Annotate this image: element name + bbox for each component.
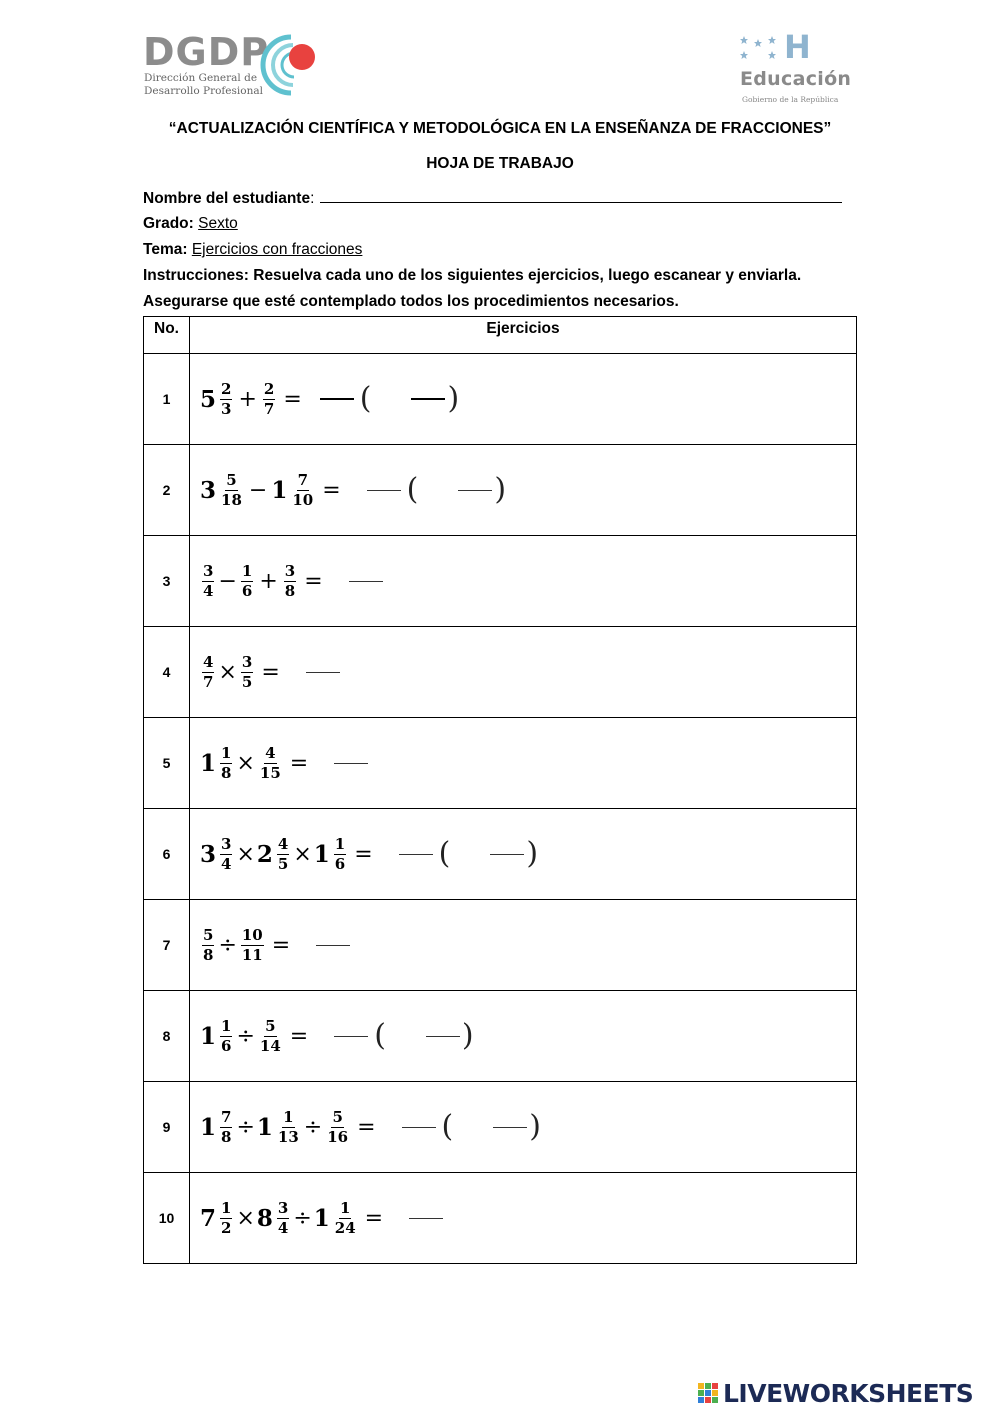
student-name-line: Nombre del estudiante: <box>143 188 863 209</box>
numerator: 1 <box>221 1016 232 1035</box>
denominator: 4 <box>221 854 232 873</box>
fraction <box>284 563 296 600</box>
denominator: 7 <box>263 399 275 418</box>
numerator: 4 <box>265 743 276 762</box>
numerator: 1 <box>334 834 346 853</box>
denominator: 8 <box>221 763 232 782</box>
topic-value: Ejercicios con fracciones <box>191 241 363 258</box>
answer-blank[interactable] <box>399 854 433 855</box>
answer-blank[interactable] <box>320 398 354 400</box>
exercise-expression <box>200 1109 543 1146</box>
grade-label: Grado: <box>143 215 194 232</box>
fraction <box>220 1109 232 1146</box>
fraction <box>220 836 232 873</box>
answer-blank[interactable] <box>411 398 445 400</box>
operator: + <box>238 386 257 412</box>
equals-sign: = <box>271 932 291 958</box>
numerator: 7 <box>297 470 308 489</box>
liveworksheets-logo <box>697 1378 973 1408</box>
operator: ÷ <box>293 1205 312 1231</box>
fraction <box>259 1018 282 1055</box>
denominator: 5 <box>277 854 289 873</box>
numerator: 3 <box>221 834 232 853</box>
close-paren: ) <box>494 472 507 507</box>
numerator: 1 <box>241 561 253 580</box>
row-number: 5 <box>144 718 190 809</box>
fraction <box>202 927 214 964</box>
close-paren: ) <box>447 381 460 416</box>
answer-blank[interactable] <box>493 1127 527 1128</box>
equals-sign: = <box>357 1114 376 1140</box>
denominator: 10 <box>292 490 314 509</box>
answer-blank[interactable] <box>334 1036 368 1037</box>
exercise-expression <box>200 654 340 691</box>
operator: × <box>236 841 255 867</box>
close-paren: ) <box>529 1109 541 1144</box>
table-row <box>144 900 857 991</box>
whole-number: 1 <box>256 1113 273 1141</box>
numerator: 5 <box>226 470 237 489</box>
row-number: 4 <box>144 627 190 718</box>
answer-blank[interactable] <box>334 763 368 764</box>
liveworksheets-brand: LIVEWORKSHEETS <box>723 1378 974 1408</box>
open-paren: ( <box>438 836 451 871</box>
close-paren: ) <box>461 1018 474 1053</box>
answer-blank[interactable] <box>316 945 350 946</box>
numerator: 4 <box>203 652 214 671</box>
denominator: 13 <box>277 1127 299 1146</box>
denominator: 7 <box>203 672 214 691</box>
fraction <box>259 745 282 782</box>
fraction <box>277 1200 289 1237</box>
denominator: 4 <box>277 1218 289 1237</box>
exercise-cell <box>190 1082 857 1173</box>
student-name-field[interactable] <box>320 188 842 203</box>
edu-h-letter: H <box>784 28 811 66</box>
equals-sign: = <box>322 477 341 503</box>
operator: × <box>218 659 237 685</box>
exercise-cell <box>190 809 857 900</box>
fraction <box>220 1200 232 1237</box>
numerator: 1 <box>283 1107 294 1126</box>
fraction <box>241 654 253 691</box>
open-paren: ( <box>406 472 419 507</box>
page-title: “ACTUALIZACIÓN CIENTÍFICA Y METODOLÓGICA EN LA ENSEÑANZA DE FRACCIONES” <box>168 120 832 137</box>
fraction <box>291 472 314 509</box>
answer-blank[interactable] <box>367 490 401 491</box>
numerator: 1 <box>340 1198 351 1217</box>
answer-blank[interactable] <box>306 672 340 673</box>
education-logo <box>738 28 858 109</box>
table-row <box>144 991 857 1082</box>
numerator: 3 <box>203 561 214 580</box>
whole-number: 3 <box>200 476 217 504</box>
fraction <box>277 1109 300 1146</box>
fraction <box>277 836 289 873</box>
fraction <box>263 381 275 418</box>
exercise-cell <box>190 1173 857 1264</box>
exercise-table <box>143 316 857 1264</box>
exercise-cell <box>190 536 857 627</box>
denominator: 8 <box>221 1127 232 1146</box>
denominator: 3 <box>221 399 232 418</box>
table-row <box>144 627 857 718</box>
fraction <box>220 745 232 782</box>
open-paren: ( <box>374 1018 386 1053</box>
dgdp-acronym: DGDP <box>143 30 270 74</box>
equals-sign: = <box>261 659 280 685</box>
whole-number: 1 <box>271 476 288 504</box>
close-paren: ) <box>526 836 539 871</box>
denominator: 14 <box>259 1036 281 1055</box>
exercise-cell <box>190 627 857 718</box>
row-number: 10 <box>144 1173 190 1264</box>
numerator: 2 <box>221 379 232 398</box>
numerator: 4 <box>277 834 289 853</box>
instructions-line-1: Instrucciones: Resuelva cada uno de los siguientes ejercicios, luego escanear y enviarla. <box>143 267 802 284</box>
numerator: 3 <box>277 1198 289 1217</box>
row-number: 7 <box>144 900 190 991</box>
fraction <box>334 836 346 873</box>
operator: × <box>236 1205 255 1231</box>
operator: − <box>248 477 268 503</box>
equals-sign: = <box>364 1205 384 1231</box>
whole-number: 7 <box>200 1204 217 1232</box>
exercise-cell <box>190 718 857 809</box>
denominator: 2 <box>221 1218 232 1237</box>
row-number: 3 <box>144 536 190 627</box>
operator: + <box>259 568 278 594</box>
fraction <box>220 1018 232 1055</box>
exercise-cell <box>190 991 857 1082</box>
answer-blank[interactable] <box>409 1218 443 1219</box>
row-number: 1 <box>144 354 190 445</box>
exercise-expression <box>200 1018 476 1055</box>
row-number: 9 <box>144 1082 190 1173</box>
denominator: 8 <box>203 945 214 964</box>
denominator: 6 <box>221 1036 232 1055</box>
dgdp-emblem-icon <box>260 33 322 97</box>
whole-number: 8 <box>256 1204 273 1232</box>
table-row <box>144 445 857 536</box>
header-number: No. <box>144 317 190 354</box>
numerator: 5 <box>203 925 214 944</box>
fraction <box>202 563 214 600</box>
instructions-line-2: Asegurarse que esté contemplado todos los procedimientos necesarios. <box>143 293 679 310</box>
numerator: 2 <box>263 379 275 398</box>
dgdp-full-name <box>144 72 269 98</box>
denominator: 24 <box>334 1218 356 1237</box>
exercise-expression <box>200 745 368 782</box>
table-row <box>144 1082 857 1173</box>
header-exercises: Ejercicios <box>190 317 857 354</box>
answer-blank[interactable] <box>490 854 524 855</box>
edu-government: Gobierno de la República <box>742 95 839 104</box>
grade-value: Sexto <box>198 215 238 232</box>
equals-sign: = <box>304 568 323 594</box>
row-number: 2 <box>144 445 190 536</box>
whole-number: 5 <box>200 385 217 413</box>
numerator: 1 <box>221 743 232 762</box>
whole-number: 1 <box>200 1022 217 1050</box>
whole-number: 1 <box>200 749 217 777</box>
dgdp-name-line1: Dirección General de <box>144 72 258 84</box>
open-paren: ( <box>441 1109 454 1144</box>
table-row <box>144 1173 857 1264</box>
exercise-cell <box>190 445 857 536</box>
equals-sign: = <box>289 750 309 776</box>
edu-name: Educación <box>740 68 852 90</box>
answer-blank[interactable] <box>458 490 492 491</box>
fraction <box>220 472 243 509</box>
topic-label: Tema: <box>143 241 188 258</box>
operator: ÷ <box>236 1023 255 1049</box>
numerator: 5 <box>265 1016 276 1035</box>
topic-line <box>143 240 863 260</box>
exercise-cell <box>190 900 857 991</box>
denominator: 16 <box>327 1127 349 1146</box>
table-row <box>144 536 857 627</box>
row-number: 8 <box>144 991 190 1082</box>
answer-blank[interactable] <box>426 1036 460 1037</box>
open-paren: ( <box>359 381 372 416</box>
numerator: 7 <box>221 1107 232 1126</box>
numerator: 1 <box>221 1198 232 1217</box>
operator: ÷ <box>218 932 237 958</box>
fraction <box>202 654 214 691</box>
denominator: 11 <box>241 945 263 964</box>
exercise-expression <box>200 836 540 873</box>
denominator: 18 <box>221 490 242 509</box>
numerator: 3 <box>241 652 253 671</box>
denominator: 5 <box>241 672 253 691</box>
whole-number: 3 <box>200 840 217 868</box>
stars-icon <box>738 34 782 64</box>
denominator: 8 <box>284 581 296 600</box>
equals-sign: = <box>289 1023 309 1049</box>
whole-number: 1 <box>313 840 330 868</box>
exercise-expression <box>200 927 350 964</box>
answer-blank[interactable] <box>349 581 383 582</box>
exercise-expression <box>200 563 383 600</box>
operator: × <box>293 841 312 867</box>
numerator: 10 <box>241 925 263 944</box>
equals-sign: = <box>283 386 302 412</box>
row-number: 6 <box>144 809 190 900</box>
student-label: Nombre del estudiante <box>143 190 311 207</box>
numerator: 3 <box>284 561 296 580</box>
page-subtitle: HOJA DE TRABAJO <box>426 155 574 172</box>
table-row <box>144 809 857 900</box>
fraction <box>334 1200 357 1237</box>
fraction <box>241 563 253 600</box>
whole-number: 1 <box>313 1204 330 1232</box>
dgdp-logo <box>143 32 333 102</box>
fraction <box>241 927 264 964</box>
exercise-cell <box>190 354 857 445</box>
liveworksheets-icon <box>697 1382 719 1404</box>
exercise-expression <box>200 472 508 509</box>
grade-line <box>143 214 863 234</box>
table-row <box>144 718 857 809</box>
operator: ÷ <box>236 1114 255 1140</box>
exercise-expression <box>200 381 461 418</box>
table-header-row <box>144 317 857 354</box>
operator: ÷ <box>303 1114 323 1140</box>
whole-number: 1 <box>200 1113 217 1141</box>
operator: × <box>236 750 255 776</box>
operator: − <box>218 568 237 594</box>
denominator: 15 <box>259 763 281 782</box>
table-row <box>144 354 857 445</box>
denominator: 6 <box>334 854 346 873</box>
fraction <box>326 1109 349 1146</box>
dgdp-name-line2: Desarrollo Profesional <box>144 85 263 97</box>
denominator: 6 <box>241 581 253 600</box>
exercise-expression <box>200 1200 443 1237</box>
equals-sign: = <box>354 841 373 867</box>
numerator: 5 <box>332 1107 343 1126</box>
whole-number: 2 <box>256 840 273 868</box>
fraction <box>220 381 232 418</box>
denominator: 4 <box>203 581 214 600</box>
answer-blank[interactable] <box>402 1127 436 1128</box>
